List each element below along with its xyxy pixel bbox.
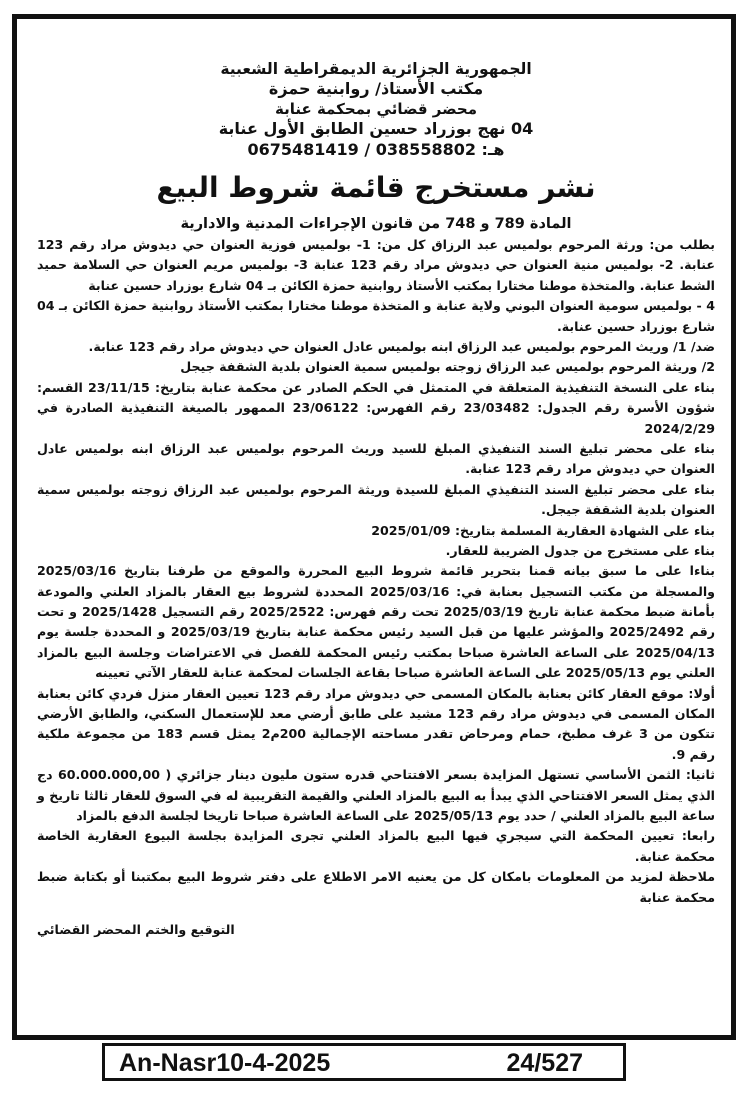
publication-footer xyxy=(102,1043,626,1081)
signature-line: التوقيع والختم المحضر القضائي xyxy=(37,921,235,937)
paragraph: ملاحظة لمزيد من المعلومات بامكان كل من يعنيه الامر الاطلاع على دفتر شروط البيع بمكتبنا أو بكتابة ضبط محكمة عنابة xyxy=(37,869,715,905)
paragraph: 2/ وريثة المرحوم بولميس عبد الرزاق زوجته بولميس سمية العنوان بلدية الشقفة جيجل xyxy=(180,359,715,375)
paragraph: بناء على النسخة التنفيذية المتعلقة في المتمثل في الحكم الصادر عن محكمة عنابة بتاريخ: 23/11/15 القسم: شؤون الأسرة رقم الجدول: 23/03482 رقم الفهرس: 23/06122 الممهور بالصيغة التنفيذية الصادرة في 2024/2/29 xyxy=(37,379,715,436)
paragraph: بناء على محضر تبليغ السند التنفيذي المبلغ للسيدة وريثة المرحوم بولميس عبد الرزاق زوجته بولميس سمية العنوان بلدية الشقفة جيجل. xyxy=(37,481,715,518)
republic-name: الجمهورية الجزائرية الديمقراطية الشعبية xyxy=(220,60,532,78)
office-phone: هـ: 038558802 / 0675481419 xyxy=(247,140,505,160)
paragraph: ثانيا: الثمن الأساسي تستهل المزايدة بسعر الافتتاحي قدره ستون مليون دينار جزائري ( 60.000.000,00 دج الذي يمثل السعر الافتتاحي الذي يبدأ به البيع بالمزاد العلني والقيمة التقريبية له في السوق للعقار ثالثا تاريخ و ساعة البيع بالمزاد العلني / حدد يوم 2025/05/13 على الساعة العاشرة صباحا تاريخا لجلسة الدفع بالمزاد xyxy=(37,767,715,823)
paragraph: بناء على محضر تبليغ السند التنفيذي المبلغ للسيد وريث المرحوم بولميس عبد الرزاق ابنه بولميس عادل العنوان حي ديدوش مراد رقم 123 عنابة. xyxy=(37,440,715,477)
office-name: مكتب الأستاذ/ روابنية حمزة xyxy=(268,79,484,99)
notice-title: نشر مستخرج قائمة شروط البيع xyxy=(156,171,596,205)
paragraph: بناء على الشهادة العقارية المسلمة بتاريخ: 2025/01/09 xyxy=(371,522,715,538)
publication-reference: An-Nasr10-4-2025 xyxy=(119,1049,331,1077)
publication-number: 24/527 xyxy=(506,1049,583,1077)
legal-article: المادة 789 و 748 من قانون الإجراءات المدنية والادارية xyxy=(180,216,572,233)
notice-frame xyxy=(12,14,736,1040)
paragraph: رابعا: تعيين المحكمة التي سيجري فيها البيع بالمزاد العلني تجرى المزايدة بجلسة البيوع العقارية الخاصة محكمة عنابة. xyxy=(37,828,715,864)
paragraph: 4 - بولميس سومية العنوان البوني ولاية عنابة و المتخذة موطنا مختارا بمكتب الأستاذ روابنية حمزة الكائن بـ 04 شارع بوزراد حسين عنابة. xyxy=(37,298,715,334)
office-address: 04 نهج بوزراد حسين الطابق الأول عنابة xyxy=(218,119,534,139)
notice-body xyxy=(37,235,715,908)
paragraph: أولا: موقع العقار كائن بعنابة بالمكان المسمى حي ديدوش مراد رقم 123 تعيين العقار منزل فردي كائن بعنابة المكان المسمى في ديدوش مراد رقم 123 مشيد على طابق أرضي معد للإستعمال السكني، والطابق الأرضي تتكون من 3 غرف مطبخ، حمام ومرحاض تقدر مساحته الإجمالية 200م2 يمثل قسم 183 من مجموعة ملكية رقم 9. xyxy=(37,685,716,762)
paragraph: بناءا على ما سبق بيانه قمنا بتحرير قائمة شروط البيع المحررة والموقع من طرفنا بتاريخ 2025/03/16 والمسجلة من مكتب التسجيل بعنابة في: 2025/03/16 المحددة لشروط بيع العقار بالمزاد العلني والمودعة بأمانة ضبط محكمة عنابة تاريخ 2025/03/19 تحت رقم فهرس: 2025/2522 رقم التسجيل 2025/1428 و تحت رقم 2025/2492 والمؤشر عليها من قبل السيد رئيس محكمة عنابة بتاريخ 2025/03/19 و المحددة جلسة يوم 2025/04/13 على الساعة العاشرة صباحا بمكتب رئيس المحكمة للفصل في الاعتراضات وجلسة البيع بالمزاد العلني يوم 2025/05/13 على الساعة العاشرة صباحا بقاعة الجلسات لمحكمة عنابة للعقار الآتي تعيينه xyxy=(37,563,716,681)
bailiff-title: محضر قضائي بمحكمة عنابة xyxy=(274,99,478,118)
paragraph: بناء على مستخرج من جدول الضريبة للعقار. xyxy=(445,542,715,558)
letterhead xyxy=(37,59,715,161)
paragraph: بطلب من: ورثة المرحوم بولميس عبد الرزاق كل من: 1- بولميس فوزية العنوان حي ديدوش مراد رقم 123 عنابة. 2- بولميس منية العنوان حي ديدوش مراد رقم 123 عنابة 3- بولميس مريم العنوان حي السلامة حميد الشط عنابة. والمتخذة موطنا مختارا بمكتب الأستاذ روابنية حمزة الكائن بـ 04 شارع بوزراد حسين عنابة xyxy=(37,237,716,293)
paragraph: ضد/ 1/ وريث المرحوم بولميس عبد الرزاق ابنه بولميس عادل العنوان حي ديدوش مراد رقم 123 عنابة. xyxy=(88,338,715,354)
